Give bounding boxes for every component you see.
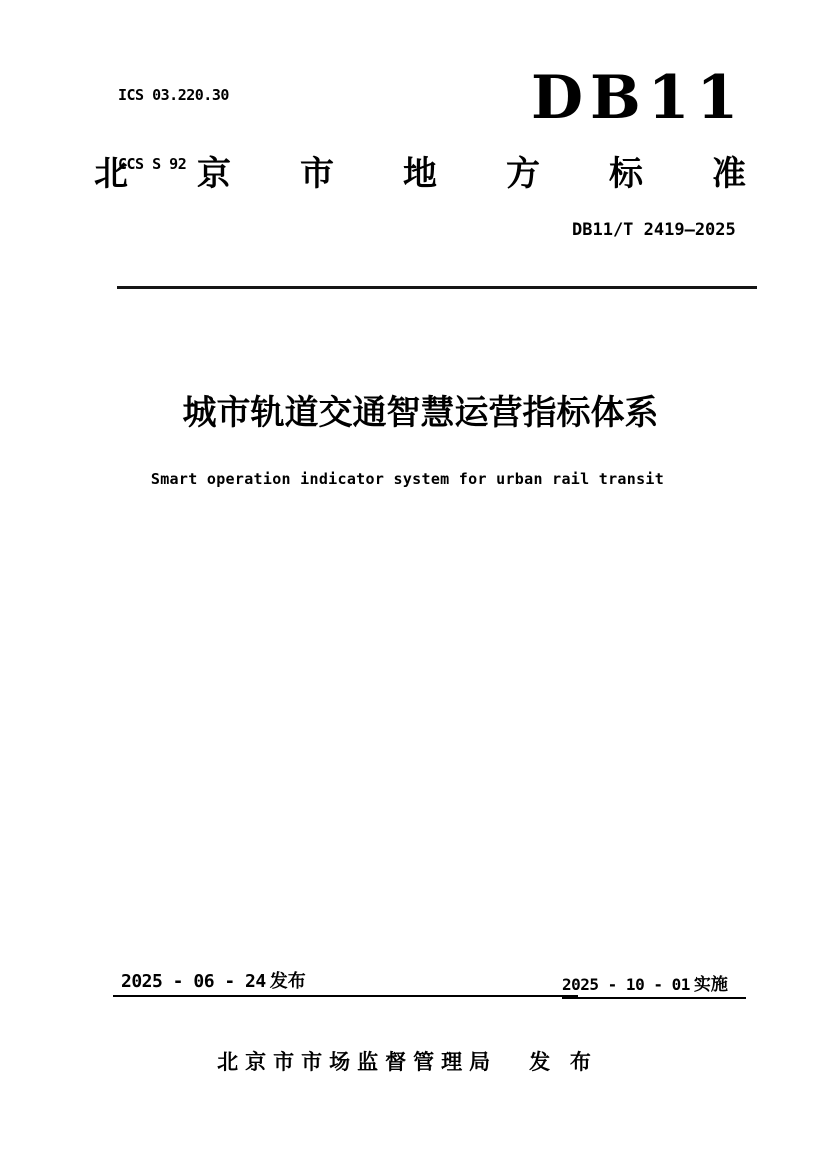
- implementation-date-label: 实施: [693, 975, 728, 994]
- implementation-date-block: [562, 974, 746, 999]
- publisher-name: 北京市市场监督管理局: [217, 1051, 498, 1074]
- standard-name-char: 市: [300, 155, 334, 193]
- standard-number: DB11/T 2419—2025: [572, 220, 736, 240]
- standard-name-char: 准: [712, 155, 746, 193]
- document-title-chinese: 城市轨道交通智慧运营指标体系: [182, 394, 659, 432]
- publisher-action-label: 发 布: [529, 1051, 598, 1074]
- publisher-row: [0, 1046, 815, 1076]
- ics-code: ICS 03.220.30: [118, 86, 229, 104]
- ccs-code: CCS S 92: [118, 155, 187, 173]
- issue-date-label: 发布: [269, 971, 306, 991]
- implementation-date: 2025 - 10 - 01: [562, 975, 690, 994]
- document-title-english: Smart operation indicator system for urban rail transit: [150, 470, 665, 488]
- issue-date-block: [113, 969, 578, 997]
- standard-name-char: 北: [94, 155, 128, 193]
- db11-logo: DB11: [531, 63, 746, 133]
- standard-name-char: 方: [506, 155, 540, 193]
- standard-name-char: 地: [403, 155, 437, 193]
- standard-name-row: [94, 154, 746, 195]
- standard-name-char: 京: [197, 155, 231, 193]
- issue-date: 2025 - 06 - 24: [121, 971, 266, 992]
- header-divider-rule: [117, 286, 757, 289]
- standard-name-char: 标: [609, 155, 643, 193]
